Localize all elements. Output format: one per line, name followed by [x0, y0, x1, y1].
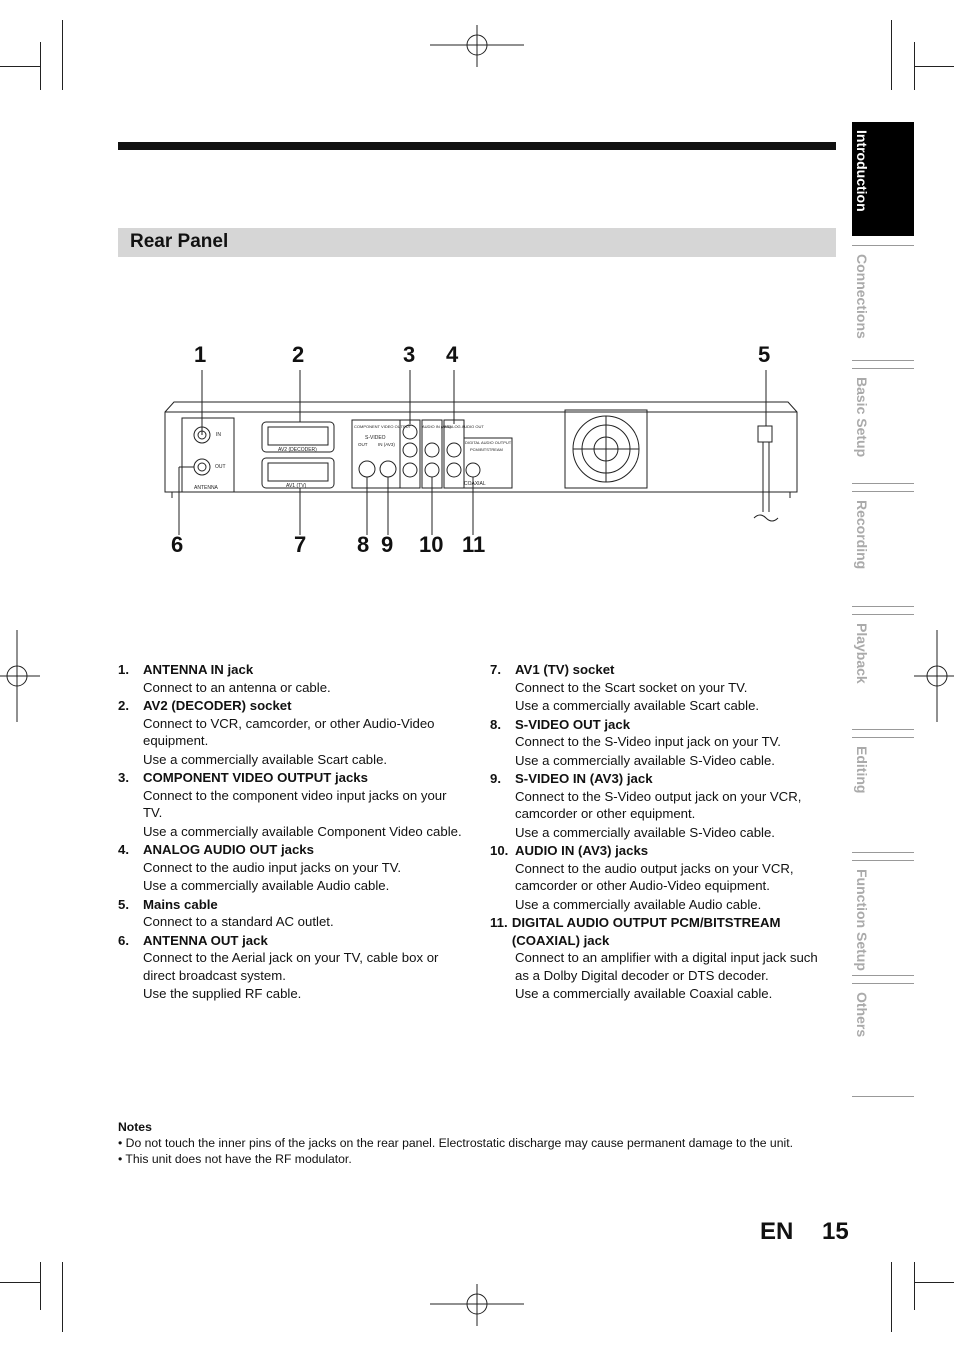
item-description: Connect to the S-Video input jack on your TV.: [515, 734, 781, 749]
list-item: [490, 661, 835, 715]
item-description: Use a commercially available Component Video cable.: [143, 823, 462, 839]
item-number: 11.: [490, 915, 508, 930]
item-title: AV1 (TV) socket: [515, 662, 615, 677]
svideo-out-jack: [359, 461, 375, 477]
item-description: Connect to the audio output jacks on your VCR, camcorder or other Audio-Video equipment.: [515, 860, 794, 893]
callout-number: 8: [357, 532, 370, 557]
item-description: Use a commercially available S-Video cable.: [515, 752, 775, 768]
callout-number: 11: [462, 532, 486, 557]
panel-label: S-VIDEO: [365, 435, 386, 441]
panel-label: COMPONENT VIDEO OUTPUT: [354, 424, 412, 429]
tab-label: Connections: [854, 254, 870, 339]
crop-mark: [62, 20, 63, 90]
svideo-in-jack: [380, 461, 396, 477]
callout-number: 9: [381, 532, 394, 557]
tab-label: Others: [854, 992, 870, 1038]
item-number: 1.: [118, 662, 129, 677]
tab-others[interactable]: [852, 983, 914, 1097]
list-item: [118, 769, 463, 840]
tab-label: Basic Setup: [854, 377, 870, 458]
item-title: AV2 (DECODER) socket: [143, 698, 292, 713]
panel-label: DIGITAL AUDIO OUTPUT: [465, 440, 512, 445]
panel-label: ANALOG AUDIO OUT: [444, 424, 484, 429]
registration-mark: [0, 630, 40, 722]
item-number: 6.: [118, 932, 129, 948]
item-title: ANTENNA OUT jack: [143, 932, 268, 948]
panel-label: OUT: [358, 442, 368, 447]
item-title: S-VIDEO OUT jack: [515, 716, 631, 732]
list-item: [118, 661, 463, 696]
tab-connections[interactable]: [852, 245, 914, 361]
item-description: Connect to the Aerial jack on your TV, cable box or direct broadcast system.: [143, 950, 439, 983]
tab-function-setup[interactable]: [852, 860, 914, 976]
callout-number: 6: [171, 532, 184, 557]
crop-mark: [914, 1262, 915, 1310]
item-number: 9.: [490, 771, 501, 786]
left-description-list: [118, 661, 463, 1004]
item-title: DIGITAL AUDIO OUTPUT PCM/BITSTREAM (COAXIAL) jack: [511, 915, 781, 948]
tab-label: Editing: [854, 746, 870, 794]
item-title: ANTENNA IN jack: [143, 662, 254, 677]
crop-mark: [891, 20, 892, 90]
item-heading: [118, 841, 463, 859]
item-description: Use a commercially available Audio cable.: [143, 878, 390, 893]
registration-mark: [430, 1284, 524, 1326]
crop-mark: [40, 1262, 41, 1310]
list-item: [490, 770, 835, 841]
item-number: 10.: [490, 843, 509, 858]
header-rule: [118, 142, 836, 150]
crop-mark: [891, 1262, 892, 1332]
item-heading: [118, 697, 463, 715]
item-number: 4.: [118, 842, 129, 857]
item-number: 8.: [490, 716, 501, 732]
crop-mark: [62, 1262, 63, 1332]
callout-number: 10: [419, 532, 444, 557]
list-item: [490, 914, 835, 1003]
item-description: Use the supplied RF cable.: [143, 986, 302, 1001]
page-number: [760, 1218, 849, 1246]
registration-mark: [914, 630, 954, 722]
panel-label: AV1 (TV): [286, 483, 307, 489]
item-description: Connect to the Scart socket on your TV.: [515, 679, 748, 695]
tab-basic-setup[interactable]: [852, 368, 914, 484]
tab-recording[interactable]: [852, 491, 914, 607]
callout-number: 1: [194, 342, 207, 367]
item-number: 2.: [118, 698, 129, 713]
right-description-list: [490, 661, 835, 1004]
panel-label: ANTENNA: [194, 485, 218, 491]
panel-label: OUT: [215, 464, 226, 470]
item-description: Connect to an amplifier with a digital input jack such as a Dolby Digital decoder or DTS decoder.: [515, 950, 818, 983]
item-number: 3.: [118, 770, 129, 785]
list-item: [118, 697, 463, 768]
item-title: S-VIDEO IN (AV3) jack: [515, 771, 653, 786]
tab-label: Playback: [854, 623, 870, 684]
item-description: Use a commercially available Scart cable.: [143, 751, 388, 767]
item-heading: [490, 716, 835, 734]
panel-label: PCM/BITSTREAM: [470, 447, 503, 452]
item-title: ANALOG AUDIO OUT jacks: [143, 842, 314, 857]
tab-label: Recording: [854, 500, 870, 570]
callout-number: 4: [446, 342, 459, 367]
item-description: Connect to the audio input jacks on your TV.: [143, 859, 402, 875]
crop-mark: [40, 42, 41, 90]
section-header: [118, 228, 836, 257]
item-heading: [490, 661, 835, 679]
item-description: Connect to VCR, camcorder, or other Audio-Video equipment.: [143, 715, 435, 748]
item-heading: [118, 769, 463, 787]
item-description: Connect to an antenna or cable.: [143, 679, 331, 695]
tab-label: Introduction: [854, 130, 870, 212]
crop-mark: [914, 42, 915, 90]
item-description: Use a commercially available S-Video cable.: [515, 824, 775, 840]
list-item: [118, 932, 463, 1003]
mains-inlet: [758, 426, 772, 442]
notes: [118, 1119, 838, 1167]
item-heading: [118, 661, 463, 679]
item-heading: [490, 842, 835, 860]
page-num: 15: [822, 1218, 849, 1245]
item-description: Use a commercially available Coaxial cable.: [515, 986, 773, 1001]
item-number: 7.: [490, 662, 501, 677]
tab-editing[interactable]: [852, 737, 914, 853]
callout-number: 7: [294, 532, 307, 557]
item-description: Connect to the component video input jacks on your TV.: [143, 787, 447, 820]
callout-number: 2: [292, 342, 305, 367]
item-title: COMPONENT VIDEO OUTPUT jacks: [143, 770, 368, 785]
mains-cable: [763, 442, 769, 512]
panel-label: AV2 (DECODER): [278, 447, 317, 453]
item-heading: [490, 770, 835, 788]
item-heading: [118, 896, 463, 914]
crop-mark: [914, 66, 954, 67]
page-lang: EN: [760, 1218, 794, 1245]
crop-mark: [914, 1282, 954, 1283]
note-bullet: • Do not touch the inner pins of the jacks on the rear panel. Electrostatic discharge may cause permanent damage to the unit.: [118, 1136, 793, 1150]
tab-playback[interactable]: [852, 614, 914, 730]
list-item: [118, 841, 463, 895]
tab-introduction[interactable]: [852, 122, 914, 236]
item-title: Mains cable: [143, 896, 218, 912]
registration-mark: [430, 25, 524, 67]
item-number: 5.: [118, 896, 129, 912]
panel-label: COAXIAL: [464, 481, 486, 487]
section-title: Rear Panel: [130, 231, 229, 252]
panel-label: IN: [216, 432, 221, 438]
item-description: Use a commercially available Audio cable.: [515, 896, 762, 912]
callout-number: 3: [403, 342, 416, 367]
notes-title: Notes: [118, 1120, 152, 1134]
item-description: Connect to a standard AC outlet.: [143, 914, 334, 929]
callout-number: 5: [758, 342, 771, 367]
item-heading: [490, 914, 835, 949]
panel-label: AUDIO IN (AV3): [422, 424, 451, 429]
list-item: [490, 842, 835, 913]
panel-label: IN (AV3): [378, 442, 395, 447]
rear-panel-diagram: [160, 340, 820, 560]
list-item: [118, 896, 463, 931]
note-bullet: • This unit does not have the RF modulator.: [118, 1152, 352, 1166]
item-description: Connect to the S-Video output jack on your VCR, camcorder or other equipment.: [515, 788, 802, 821]
list-item: [490, 716, 835, 770]
component-block: [352, 420, 400, 488]
item-description: Use a commercially available Scart cable.: [515, 698, 760, 713]
coaxial-jack: [466, 463, 480, 477]
item-title: AUDIO IN (AV3) jacks: [515, 843, 649, 858]
crop-mark: [0, 66, 40, 67]
item-heading: [118, 932, 463, 950]
tab-label: Function Setup: [854, 869, 870, 971]
crop-mark: [0, 1282, 40, 1283]
antenna-out-jack: [194, 459, 210, 475]
